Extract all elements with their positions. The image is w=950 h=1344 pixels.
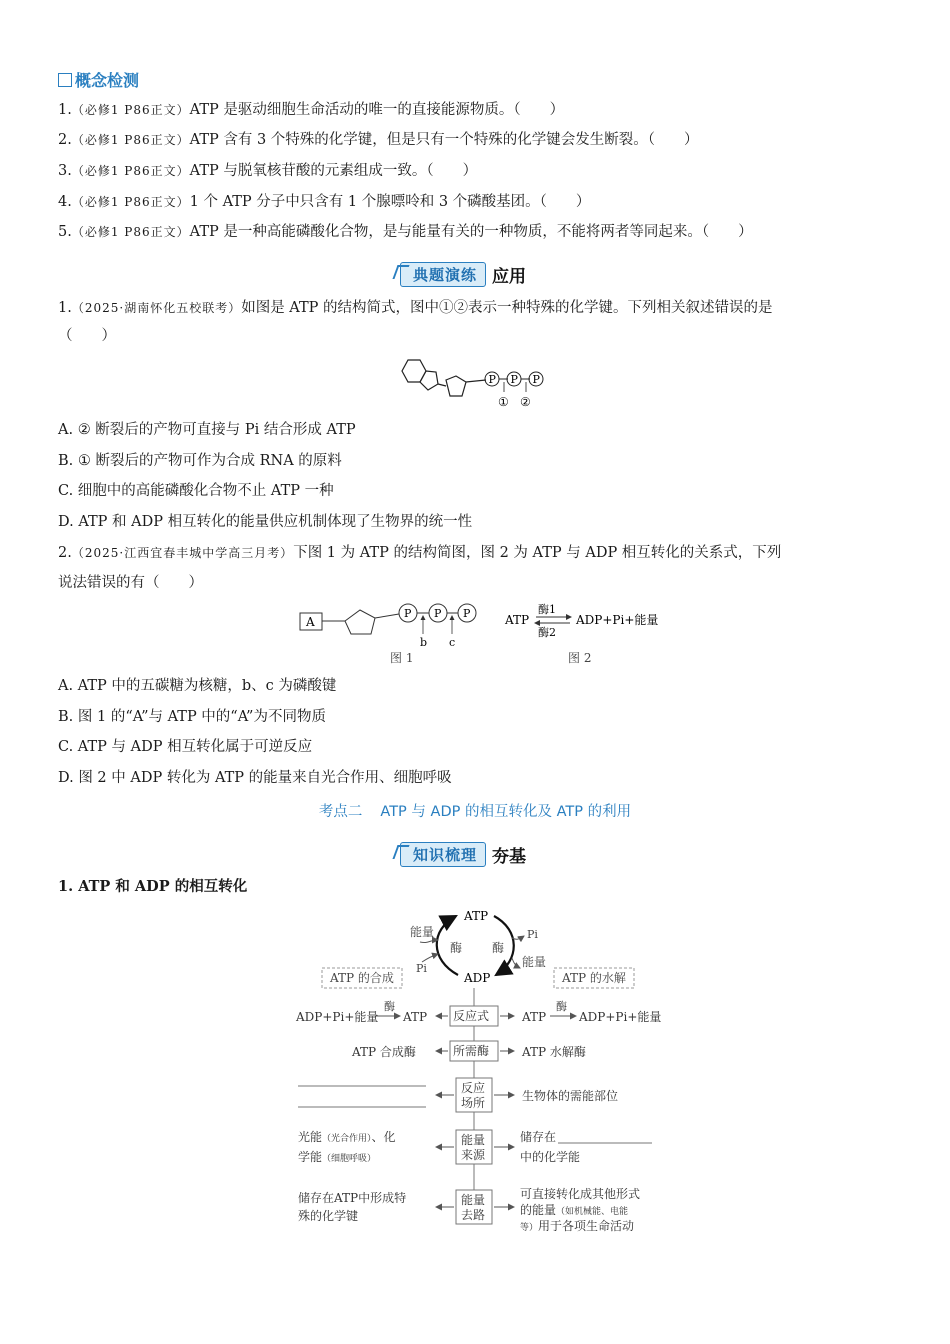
concept-item: 4.（必修1 P86正文）1 个 ATP 分子中只含有 1 个腺嘌呤和 3 个磷酸基团。（ ） [58, 194, 591, 210]
option-a: A. ② 断裂后的产物可直接与 Pi 结合形成 ATP [58, 422, 356, 438]
banner-tag: 典题演练 [400, 262, 486, 287]
svg-text:去路: 去路 [461, 1208, 486, 1222]
svg-text:能量: 能量 [522, 955, 547, 969]
figure-2 [500, 598, 670, 670]
atp-structure-figure [390, 352, 560, 412]
section-1-heading: 1. ATP 和 ADP 的相互转化 [58, 878, 248, 895]
option-d: D. 图 2 中 ADP 转化为 ATP 的能量来自光合作用、细胞呼吸 [58, 770, 452, 786]
svg-text:P: P [463, 607, 471, 620]
banner-word: 夯基 [492, 847, 527, 867]
option-b: B. ① 断裂后的产物可作为合成 RNA 的原料 [58, 453, 342, 469]
svg-text:P: P [434, 607, 442, 620]
option-b: B. 图 1 的“A”与 ATP 中的“A”为不同物质 [58, 709, 326, 725]
figure-1-caption: 图 1 [390, 651, 414, 665]
svg-text:b: b [420, 636, 428, 649]
svg-text:ADP+Pi+能量: ADP+Pi+能量 [296, 1010, 379, 1024]
svg-text:生物体的需能部位: 生物体的需能部位 [522, 1089, 619, 1103]
question-2-stem: 2.（2025·江西宜春丰城中学高三月考）下图 1 为 ATP 的结构简图，图 2 为 ATP 与 ADP 相互转化的关系式，下列 [58, 545, 782, 561]
svg-text:P: P [510, 373, 518, 386]
concept-item: 1.（必修1 P86正文）ATP 是驱动细胞生命活动的唯一的直接能源物质。（ ） [58, 102, 565, 118]
svg-text:场所: 场所 [461, 1096, 486, 1110]
question-1-paren: （ ） [58, 328, 116, 344]
banner-tag: 知识梳理 [400, 842, 486, 867]
kaodian-heading: 考点二 ATP 与 ADP 的相互转化及 ATP 的利用 [318, 804, 632, 820]
svg-text:P: P [532, 373, 540, 386]
concept-check-title: 概念检测 [58, 68, 139, 91]
svg-text:ATP 合成酶: ATP 合成酶 [352, 1045, 416, 1059]
banner-word: 应用 [492, 267, 527, 287]
svg-text:ATP: ATP [403, 1010, 428, 1024]
figure-2-caption: 图 2 [568, 651, 592, 665]
svg-text:ATP 水解酶: ATP 水解酶 [522, 1045, 586, 1059]
svg-text:Pi: Pi [416, 962, 427, 975]
svg-text:来源: 来源 [461, 1148, 486, 1162]
svg-text:ADP+Pi+能量: ADP+Pi+能量 [579, 1010, 662, 1024]
cycle-adp: ADP [464, 971, 491, 985]
synthesis-label: ATP 的合成 [330, 971, 394, 985]
svg-text:储存在: 储存在 [520, 1130, 557, 1144]
pentagon-ring [420, 371, 438, 390]
svg-text:光能（光合作用）、化: 光能（光合作用）、化 [298, 1130, 396, 1144]
pentagon-sugar [345, 610, 375, 634]
concept-item: 5.（必修1 P86正文）ATP 是一种高能磷酸化合物，是与能量有关的一种物质，不能将两者等同起来。（ ） [58, 224, 753, 240]
svg-text:c: c [449, 636, 456, 649]
svg-text:反应: 反应 [461, 1081, 486, 1095]
section-banner-practice [400, 262, 526, 287]
svg-text:Pi: Pi [527, 928, 538, 941]
svg-text:能量: 能量 [461, 1193, 486, 1207]
ribose-ring [446, 376, 466, 396]
concept-item: 3.（必修1 P86正文）ATP 与脱氧核苷酸的元素组成一致。（ ） [58, 163, 478, 179]
option-a: A. ATP 中的五碳糖为核糖，b、c 为磷酸键 [58, 678, 337, 694]
svg-text:酶1: 酶1 [538, 603, 556, 616]
svg-text:ADP+Pi+能量: ADP+Pi+能量 [576, 613, 659, 627]
bond-2-label: ② [520, 395, 531, 409]
question-2-stem-cont: 说法错误的有（ ） [58, 575, 203, 591]
svg-text:ATP: ATP [522, 1010, 547, 1024]
svg-text:酶2: 酶2 [538, 626, 556, 639]
section-banner-knowledge [400, 842, 526, 867]
svg-text:P: P [404, 607, 412, 620]
svg-text:A: A [306, 615, 315, 629]
svg-text:所需酶: 所需酶 [453, 1044, 490, 1058]
svg-text:可直接转化成其他形式: 可直接转化成其他形式 [520, 1187, 641, 1201]
svg-text:酶: 酶 [492, 941, 505, 955]
svg-text:能量: 能量 [410, 925, 435, 939]
concept-item: 2.（必修1 P86正文）ATP 含有 3 个特殊的化学键，但是只有一个特殊的化学键会发生断裂。（ ） [58, 132, 699, 148]
checkbox-icon [58, 73, 72, 87]
svg-text:学能（细胞呼吸）: 学能（细胞呼吸） [298, 1150, 377, 1164]
svg-text:储存在ATP中形成特: 储存在ATP中形成特 [298, 1191, 407, 1205]
svg-text:ATP: ATP [505, 613, 530, 627]
question-1-stem: 1.（2025·湖南怀化五校联考）如图是 ATP 的结构简式，图中①②表示一种特殊的化学键。下列相关叙述错误的是 [58, 300, 773, 316]
svg-text:P: P [488, 373, 496, 386]
figure-1 [295, 598, 495, 670]
cycle-atp: ATP [464, 909, 489, 923]
svg-text:酶: 酶 [556, 1000, 567, 1013]
bond-1-label: ① [498, 395, 509, 409]
option-c: C. ATP 与 ADP 相互转化属于可逆反应 [58, 739, 313, 755]
atp-adp-conversion-diagram [290, 900, 670, 1240]
option-d: D. ATP 和 ADP 相互转化的能量供应机制体现了生物界的统一性 [58, 514, 473, 530]
svg-text:酶: 酶 [384, 1000, 395, 1013]
svg-text:中的化学能: 中的化学能 [520, 1150, 581, 1164]
option-c: C. 细胞中的高能磷酸化合物不止 ATP 一种 [58, 483, 334, 499]
svg-text:酶: 酶 [450, 941, 463, 955]
svg-text:殊的化学键: 殊的化学键 [298, 1209, 359, 1223]
svg-text:能量: 能量 [461, 1133, 486, 1147]
svg-text:反应式: 反应式 [453, 1009, 490, 1023]
hydrolysis-label: ATP 的水解 [562, 971, 626, 985]
svg-text:的能量（如机械能、电能: 的能量（如机械能、电能 [520, 1203, 629, 1217]
svg-text:等）用于各项生命活动: 等）用于各项生命活动 [520, 1219, 635, 1233]
